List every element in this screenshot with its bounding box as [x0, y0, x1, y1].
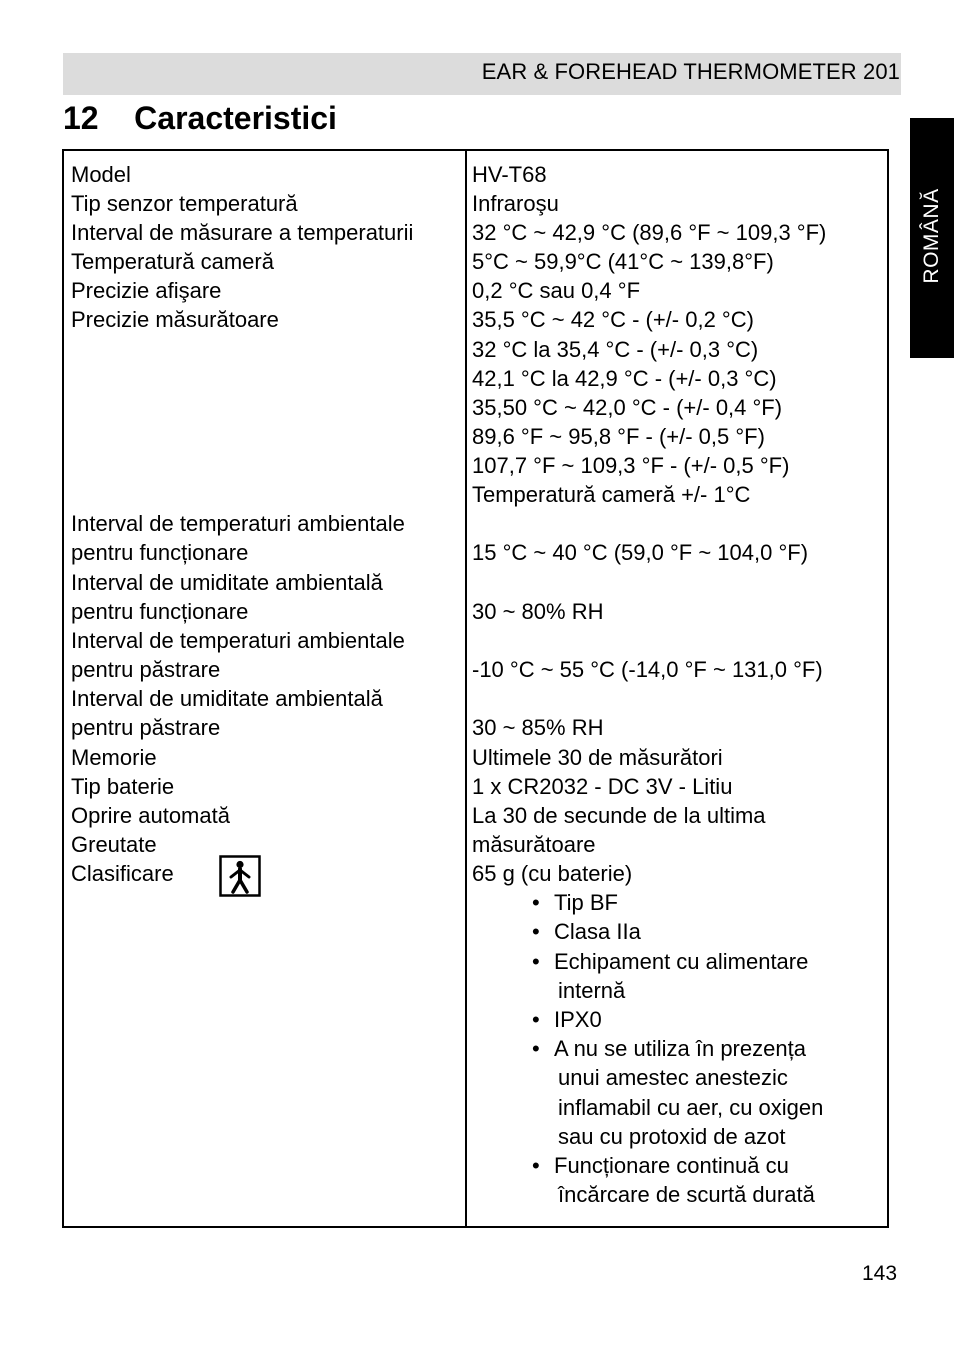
spec-value: Infraroşu — [472, 191, 559, 216]
spec-value: 15 °C ~ 40 °C (59,0 °F ~ 104,0 °F) — [472, 540, 809, 565]
spec-label: Interval de temperaturi ambientale — [71, 628, 405, 653]
spec-value: măsurătoare — [472, 832, 596, 857]
spec-value: 35,5 °C ~ 42 °C - (+/- 0,2 °C) — [472, 307, 754, 332]
running-header — [63, 53, 901, 95]
spec-value: Ultimele 30 de măsurători — [472, 745, 723, 770]
spec-label: Memorie — [71, 745, 157, 770]
bullet-mark: • — [532, 1036, 540, 1061]
bullet-mark: • — [532, 890, 540, 915]
bullet-text: IPX0 — [554, 1007, 602, 1032]
spec-label: pentru păstrare — [71, 657, 221, 682]
running-header-title: EAR & FOREHEAD THERMOMETER 201 — [481, 59, 900, 84]
spec-label: Temperatură cameră — [71, 249, 274, 274]
bullet-mark: • — [532, 949, 540, 974]
bullet-text: A nu se utiliza în prezența — [554, 1036, 806, 1061]
type-bf-applied-part-icon — [219, 855, 261, 897]
spec-label: Interval de umiditate ambientală — [71, 686, 383, 711]
spec-value: 35,50 °C ~ 42,0 °C - (+/- 0,4 °F) — [472, 395, 783, 420]
bullet-continuation: unui amestec anestezic — [558, 1065, 788, 1090]
bullet-text: Clasa IIa — [554, 919, 641, 944]
spec-label: Greutate — [71, 832, 157, 857]
spec-value: 32 °C la 35,4 °C - (+/- 0,3 °C) — [472, 337, 759, 362]
spec-label: Tip baterie — [71, 774, 175, 799]
spec-value: 1 x CR2032 - DC 3V - Litiu — [472, 774, 733, 799]
spec-label: Precizie măsurătoare — [71, 307, 279, 332]
spec-value: La 30 de secunde de la ultima — [472, 803, 766, 828]
bullet-continuation: încărcare de scurtă durată — [558, 1182, 815, 1207]
spec-value: -10 °C ~ 55 °C (-14,0 °F ~ 131,0 °F) — [472, 657, 823, 682]
spec-label: Precizie afişare — [71, 278, 222, 303]
spec-value: HV-T68 — [472, 162, 547, 187]
spec-value: 32 °C ~ 42,9 °C (89,6 °F ~ 109,3 °F) — [472, 220, 827, 245]
language-tab — [910, 118, 954, 358]
bullet-continuation: inflamabil cu aer, cu oxigen — [558, 1095, 824, 1120]
bullet-continuation: internă — [558, 978, 626, 1003]
spec-value: 42,1 °C la 42,9 °C - (+/- 0,3 °C) — [472, 366, 777, 391]
spec-label: Tip senzor temperatură — [71, 191, 298, 216]
spec-label: Interval de măsurare a temperaturii — [71, 220, 414, 245]
spec-value: 5°C ~ 59,9°C (41°C ~ 139,8°F) — [472, 249, 774, 274]
spec-value: 107,7 °F ~ 109,3 °F - (+/- 0,5 °F) — [472, 453, 790, 478]
spec-label: Interval de umiditate ambientală — [71, 570, 383, 595]
spec-label: pentru păstrare — [71, 715, 221, 740]
bullet-text: Tip BF — [554, 890, 618, 915]
bullet-mark: • — [532, 1153, 540, 1178]
spec-value: 30 ~ 80% RH — [472, 599, 604, 624]
spec-value: 65 g (cu baterie) — [472, 861, 633, 886]
bullet-mark: • — [532, 1007, 540, 1032]
bullet-text: Funcționare continuă cu — [554, 1153, 789, 1178]
spec-label: Clasificare — [71, 861, 174, 886]
language-tab-label: ROMÂNĂ — [920, 188, 943, 284]
spec-label: pentru funcționare — [71, 540, 249, 565]
spec-label: pentru funcționare — [71, 599, 249, 624]
spec-label: Interval de temperaturi ambientale — [71, 511, 405, 536]
spec-value: Temperatură cameră +/- 1°C — [472, 482, 751, 507]
bullet-mark: • — [532, 919, 540, 944]
spec-label: Model — [71, 162, 131, 187]
section-title: 12 Caracteristici — [63, 100, 337, 136]
spec-value: 30 ~ 85% RH — [472, 715, 604, 740]
page-number: 143 — [862, 1262, 898, 1285]
bullet-text: Echipament cu alimentare — [554, 949, 809, 974]
bullet-continuation: sau cu protoxid de azot — [558, 1124, 786, 1149]
specifications-table — [62, 149, 889, 1228]
spec-value: 89,6 °F ~ 95,8 °F - (+/- 0,5 °F) — [472, 424, 765, 449]
spec-value: 0,2 °C sau 0,4 °F — [472, 278, 641, 303]
spec-label: Oprire automată — [71, 803, 230, 828]
